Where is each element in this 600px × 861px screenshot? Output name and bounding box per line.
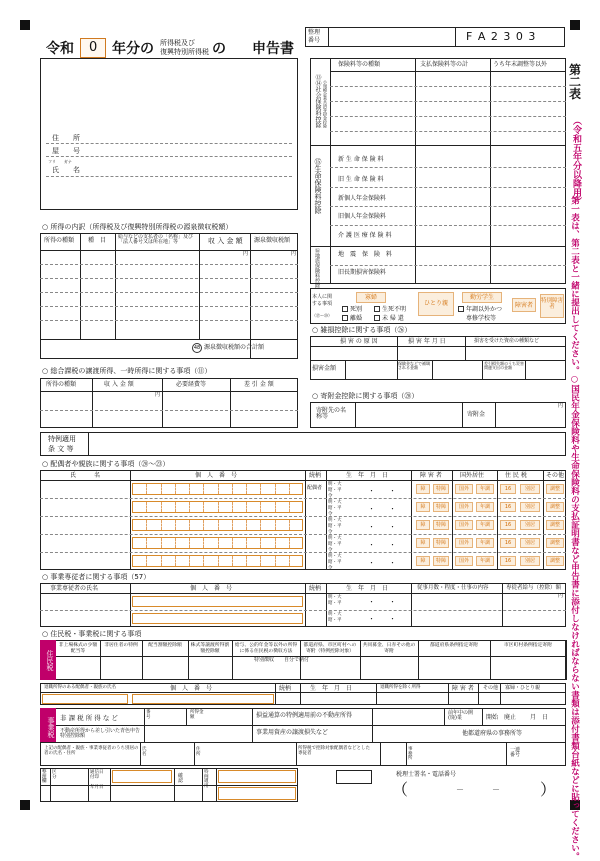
dep-tag-16[interactable]: 16 [500, 484, 516, 494]
dep-tag-16[interactable]: 16 [500, 502, 516, 512]
dep-tag-abroad[interactable]: 国外 [455, 484, 473, 494]
dep-date-dots: ・ ・ [368, 541, 396, 549]
dep-tag-separate[interactable]: 別居 [520, 556, 540, 566]
personal-label: 本人に関する事項 [312, 294, 333, 307]
era-options: 明・大 昭・平 令 [328, 500, 342, 517]
social-vertical-label: ⑬⑭社会保険料控除 [314, 74, 321, 128]
retire-col-disabled: 障 害 者 [452, 685, 474, 692]
retire-row-label: 退職所得のある配偶者・親族の氏名 [44, 685, 116, 690]
address-label: 住 所 [52, 134, 80, 142]
casualty-col-cause: 損 害 の 原 因 [340, 338, 378, 345]
dep-col-resident: 住 民 税 [505, 472, 527, 479]
resident-col-2: 配当割額控除額 [148, 643, 182, 648]
dep-tag-special[interactable]: 特障 [433, 538, 449, 548]
month-day-label: 月 日 [530, 714, 549, 721]
title-no: の [212, 41, 226, 57]
bt-other-label: 所得税で控除対象配偶者などとした専従者 [298, 746, 370, 757]
resident-col-1: 非居住者の特例 [104, 643, 138, 648]
dep-tag-adjust[interactable]: 調整 [546, 502, 564, 512]
nontax-number-label: 番号 [146, 710, 151, 720]
retire-col-other2: 寡婦・ひとり親 [505, 685, 541, 691]
donation-label-amount: 寄附金 [467, 411, 486, 418]
year-value: 0 [89, 40, 98, 55]
dep-tag-16[interactable]: 16 [500, 538, 516, 548]
casualty-title: ○ 雑損控除に関する事項（㉖） [312, 326, 412, 334]
footer-label-1: 区分 [52, 770, 57, 780]
social-col-paid: 支払保険料等の計 [420, 61, 469, 68]
era-options: 明・大 昭・平 令 [328, 554, 342, 571]
disabled-tag[interactable]: 障害者 [512, 298, 536, 312]
bt-name-label: 氏名 [142, 747, 147, 757]
resident-col-0: 非上場株式の少額配当等 [58, 643, 98, 654]
dep-tag-special[interactable]: 特障 [433, 520, 449, 530]
dep-tag-yearend[interactable]: 年調 [476, 520, 494, 530]
life-row-5: 介 護 医 療 保 険 料 [338, 232, 392, 239]
life-row-2: 旧 生 命 保 険 料 [338, 176, 384, 183]
donation-label-name: 寄附先の名称等 [316, 407, 347, 420]
social-sub-label: 小規模企業共済等掛金控除 [323, 80, 328, 128]
business-label: 屋 号 [52, 147, 80, 155]
separate-yen-unit: 円 [155, 392, 161, 398]
single-parent-tag[interactable]: ひとり親 [418, 292, 454, 316]
footer-input-2[interactable] [218, 770, 296, 783]
income-col-type: 所得の種類 [44, 237, 75, 244]
emp-col-work: 従事月数・程度・仕事の内容 [417, 585, 489, 591]
separate-col-type: 所得の種類 [46, 381, 77, 388]
footer-label-2: 通信日付印 [90, 770, 104, 780]
retire-col-other: その他 [483, 685, 499, 691]
collection-special: 特別徴収 [254, 657, 275, 663]
side-note: （令和五年分以降用） [571, 116, 581, 206]
ref-label-1: 整理 [308, 29, 321, 36]
special-label-2: 条 文 等 [48, 445, 74, 453]
separate-col-expense: 必要経費等 [176, 381, 207, 388]
accountant-stamp-box [336, 770, 372, 784]
dep-col-abroad: 国外居住 [460, 472, 485, 479]
business-asset-label: 事業用資産の譲渡損失など [256, 729, 329, 736]
emp-col-name: 事業専従者の氏名 [50, 585, 99, 592]
phone-open: （ [392, 780, 409, 799]
dep-date-dots: ・ ・ [368, 559, 396, 567]
bt-phone-label: 一連番号 [510, 747, 521, 758]
dep-tag-yearend[interactable]: 年調 [476, 538, 494, 548]
dep-tag-adjust[interactable]: 調整 [546, 484, 564, 494]
special-disabled-tag[interactable]: 特別障害者 [540, 294, 564, 318]
dep-tag-disabled[interactable]: 障 [416, 502, 430, 512]
life-row-1: 新 生 命 保 険 料 [338, 156, 384, 163]
dep-date-dots: ・ ・ [368, 523, 396, 531]
business-tax-label: 事業税 [40, 708, 56, 742]
separate-col-diff: 差 引 金 額 [244, 381, 274, 388]
emp-col-salary: 専従者給与（控除）額 [506, 585, 562, 591]
deceased-label: 死別 [350, 306, 363, 313]
footer-label-5: 特例適用 [204, 770, 209, 789]
emp-era-options: 明・大 昭・平 [328, 595, 342, 606]
life-vertical-label: ⑮生命保険料控除 [314, 158, 322, 214]
footer-label-0: 整理欄 [42, 770, 47, 784]
employees-title: ○ 事業専従者に関する事項（57） [42, 573, 151, 581]
collection-self: 自分で納付 [284, 657, 310, 663]
dep-tag-adjust[interactable]: 調整 [546, 538, 564, 548]
spouse-label: 配偶者 [307, 485, 323, 491]
total-withheld-label: 源泉徴収税額の合計額 [204, 344, 265, 351]
earthquake-vertical-label: ⑯地震保険料控除 [314, 248, 320, 288]
era-options: 明・大 昭・平 令 [328, 482, 342, 499]
earthquake-row-2: 旧長期損害保険料 [338, 269, 387, 276]
emp-col-number: 個 人 番 号 [190, 585, 233, 592]
footer-input-3[interactable] [218, 787, 296, 800]
start-label: 開始 [486, 714, 499, 721]
era-options: 明・大 昭・平 令 [328, 518, 342, 535]
registration-mark-top-right [570, 20, 580, 30]
dep-tag-adjust[interactable]: 調整 [546, 520, 564, 530]
divorced-label: 離婚 [350, 315, 363, 322]
income-col-payer: 給与などの支払者の「名称」及び「法人番号又は所在地」等 [118, 234, 194, 245]
dep-col-relation: 続柄 [309, 472, 322, 479]
income-col-item: 種 目 [88, 237, 107, 244]
bt-office-label: 事務所 [408, 747, 413, 761]
emp-era-options: 明・大 昭・平 [328, 612, 342, 623]
casualty-col-asset: 損害を受けた資産の種類など [474, 338, 540, 344]
dep-tag-abroad[interactable]: 国外 [455, 502, 473, 512]
resident-col-8: 市区町村条例指定寄附 [504, 643, 552, 648]
ref-label-2: 番号 [308, 37, 321, 44]
phone-dash-2: － [492, 785, 500, 794]
life-row-3: 新個人年金保険料 [338, 195, 387, 202]
donation-title: ○ 寄附金控除に関する事項（㉘） [312, 392, 419, 400]
dep-tag-yearend[interactable]: 年調 [476, 556, 494, 566]
form-code: F A 2 3 0 3 [466, 30, 537, 43]
dep-tag-disabled[interactable]: 障 [416, 556, 430, 566]
prior-business-label: 前年中の開(廃)業 [448, 710, 474, 721]
side-notice: 第一表は、第二表と一緒に提出してください。○国民年金保険料や生命保険料の支払証明書など申告書に添付しなければならない書類は添付書類台紙などに貼ってください。 [569, 196, 580, 861]
dep-col-disabled: 障 害 者 [420, 472, 442, 479]
emp-date-dots: ・ ・ [368, 615, 396, 623]
employee-number-input[interactable] [132, 613, 303, 624]
era-label: 令和 [46, 41, 74, 57]
casualty-label-insurance: 保険金などで補塡される金額 [398, 361, 430, 370]
dep-col-number: 個 人 番 号 [195, 472, 238, 479]
dep-col-name: 氏 名 [70, 472, 101, 479]
side-title: 第二表 [569, 63, 582, 101]
resident-col-6: 共同募金、日赤その他の寄附 [362, 643, 416, 654]
resident-col-7: 都道府県条例指定寄附 [430, 643, 478, 648]
dep-tag-separate[interactable]: 別居 [520, 484, 540, 494]
dep-col-other: その他 [546, 472, 565, 479]
dep-tag-abroad[interactable]: 国外 [455, 556, 473, 566]
dependents-title: ○ 配偶者や親族に関する事項（⑳〜㉓） [42, 460, 170, 468]
working-student-tag[interactable]: 勤労学生 [462, 292, 502, 303]
personal-range: （⑰〜⑳） [312, 313, 332, 318]
resident-col-4: 給与、公的年金等以外の所得に係る住民税の徴収方法 [234, 643, 298, 654]
dep-tag-separate[interactable]: 別居 [520, 502, 540, 512]
year-suffix: 年分の [112, 41, 154, 57]
footer-input-1[interactable] [112, 770, 172, 783]
income-yen-unit: 円 [243, 251, 249, 257]
other-pref-label: 他都道府県の事務所等 [462, 730, 523, 737]
casualty-label-loss: 損害金額 [312, 365, 337, 372]
not-returned-label: 未 帰 還 [382, 315, 404, 322]
social-col-yearend: うち年末調整等以外 [493, 61, 548, 68]
earthquake-row-1: 地 震 保 険 料 [338, 251, 393, 258]
unknown-label: 生死不明 [382, 306, 407, 313]
tax-accountant-label: 税理士署名・電話番号 [396, 771, 457, 778]
emp-col-birth: 生 年 月 日 [346, 585, 389, 592]
era-options: 明・大 昭・平 令 [328, 536, 342, 553]
dep-tag-16[interactable]: 16 [500, 556, 516, 566]
resident-tax-title: ○ 住民税・事業税に関する事項 [42, 630, 142, 638]
income-col-withheld: 源泉徴収税額 [254, 237, 291, 244]
registration-mark-bottom-left [20, 800, 30, 810]
divorced-check[interactable] [342, 315, 348, 321]
retire-col-number: 個 人 番 号 [170, 685, 213, 692]
student-note-1: 年調以外かつ [466, 306, 503, 313]
footer-label-4: 確認 [178, 773, 184, 784]
separate-col-revenue: 収 入 金 額 [104, 381, 134, 388]
separate-tax-title: ○ 総合課税の譲渡所得、一時所得に関する事項（⑪） [42, 367, 212, 375]
retire-col-relation: 続柄 [279, 685, 292, 692]
bt-address-label: 住所 [196, 747, 201, 757]
emp-yen-unit: 円 [558, 593, 564, 599]
resident-tax-label: 住民税 [40, 640, 56, 680]
special-label-1: 特例適用 [48, 435, 76, 443]
dep-tag-abroad[interactable]: 国外 [455, 520, 473, 530]
dep-tag-disabled[interactable]: 障 [416, 520, 430, 530]
not-returned-check[interactable] [374, 315, 380, 321]
dep-tag-abroad[interactable]: 国外 [455, 538, 473, 548]
footer-label-3: 年月日 [90, 785, 104, 790]
dep-tag-separate[interactable]: 別居 [520, 520, 540, 530]
dep-tag-separate[interactable]: 別居 [520, 538, 540, 548]
student-check[interactable] [458, 306, 464, 312]
student-note-2: 専修学校等 [466, 315, 497, 322]
casualty-label-disaster: 差引損失額のうち災害関連支出の金額 [484, 361, 524, 370]
phone-dash-1: － [456, 785, 464, 794]
blue-deduction-label: 不動産所得から差し引いた青色申告特別控除額 [60, 728, 141, 739]
life-row-4: 旧個人年金保険料 [338, 213, 387, 220]
dep-tag-disabled[interactable]: 障 [416, 484, 430, 494]
employee-number-input[interactable] [132, 596, 303, 607]
tax-name-line1: 所得税及び [160, 39, 195, 47]
retire-name-input[interactable] [42, 694, 128, 704]
dep-tag-disabled[interactable]: 障 [416, 538, 430, 548]
dep-col-birth: 生 年 月 日 [346, 472, 389, 479]
total-withheld-input[interactable] [250, 339, 298, 359]
nontax-income-label: 非 課 税 所 得 な ど [60, 714, 118, 722]
emp-col-relation: 続柄 [309, 585, 322, 592]
income-col-revenue: 収 入 金 額 [208, 237, 243, 245]
resident-col-5: 都道府県、市区町村への寄附（特例控除対象） [303, 643, 357, 654]
widow-tag[interactable]: 寡婦 [356, 292, 386, 303]
casualty-col-date: 損 害 年 月 日 [408, 338, 446, 345]
retire-col-retire: 退職所得を除く所得 [380, 685, 421, 690]
deceased-check[interactable] [342, 306, 348, 312]
resident-col-3: 株式等譲渡所得割額控除額 [190, 643, 230, 654]
tax-name-line2: 復興特別所得税 [160, 48, 209, 56]
separate-spouse-label: 上記の配偶者・親族・事業専従者のうち別居の者の氏名・住所 [44, 746, 139, 757]
dep-tag-special[interactable]: 特障 [433, 484, 449, 494]
unknown-check[interactable] [374, 306, 380, 312]
dep-tag-special[interactable]: 特障 [433, 502, 449, 512]
dep-tag-special[interactable]: 特障 [433, 556, 449, 566]
registration-mark-top-left [20, 20, 30, 30]
retire-number-input[interactable] [132, 694, 274, 704]
emp-date-dots: ・ ・ [368, 598, 396, 606]
dep-tag-16[interactable]: 16 [500, 520, 516, 530]
social-col-type: 保険料等の種類 [338, 61, 381, 68]
nontax-amount-label: 所得金額 [190, 710, 204, 720]
transfer-loss-label: 損益通算の特例適用前の不動産所得 [256, 712, 353, 719]
dep-date-dots: ・ ・ [368, 487, 396, 495]
income-detail-title: ○ 所得の内訳（所得税及び復興特別所得税の源泉徴収税額） [42, 223, 233, 231]
dep-tag-yearend[interactable]: 年調 [476, 484, 494, 494]
furigana-label: フリ ガナ [48, 159, 72, 164]
total-withheld-number: 48 [193, 345, 201, 351]
withheld-yen-unit: 円 [291, 251, 297, 257]
dep-tag-adjust[interactable]: 調整 [546, 556, 564, 566]
dep-tag-yearend[interactable]: 年調 [476, 502, 494, 512]
return-title: 申告書 [252, 41, 294, 57]
retire-col-birth: 生 年 月 日 [310, 685, 353, 692]
special-provision [40, 432, 566, 456]
phone-close: ） [540, 780, 557, 799]
name-label: 氏 名 [52, 166, 80, 174]
end-label: 廃止 [504, 714, 517, 721]
dep-date-dots: ・ ・ [368, 505, 396, 513]
donation-yen-unit: 円 [558, 403, 564, 409]
